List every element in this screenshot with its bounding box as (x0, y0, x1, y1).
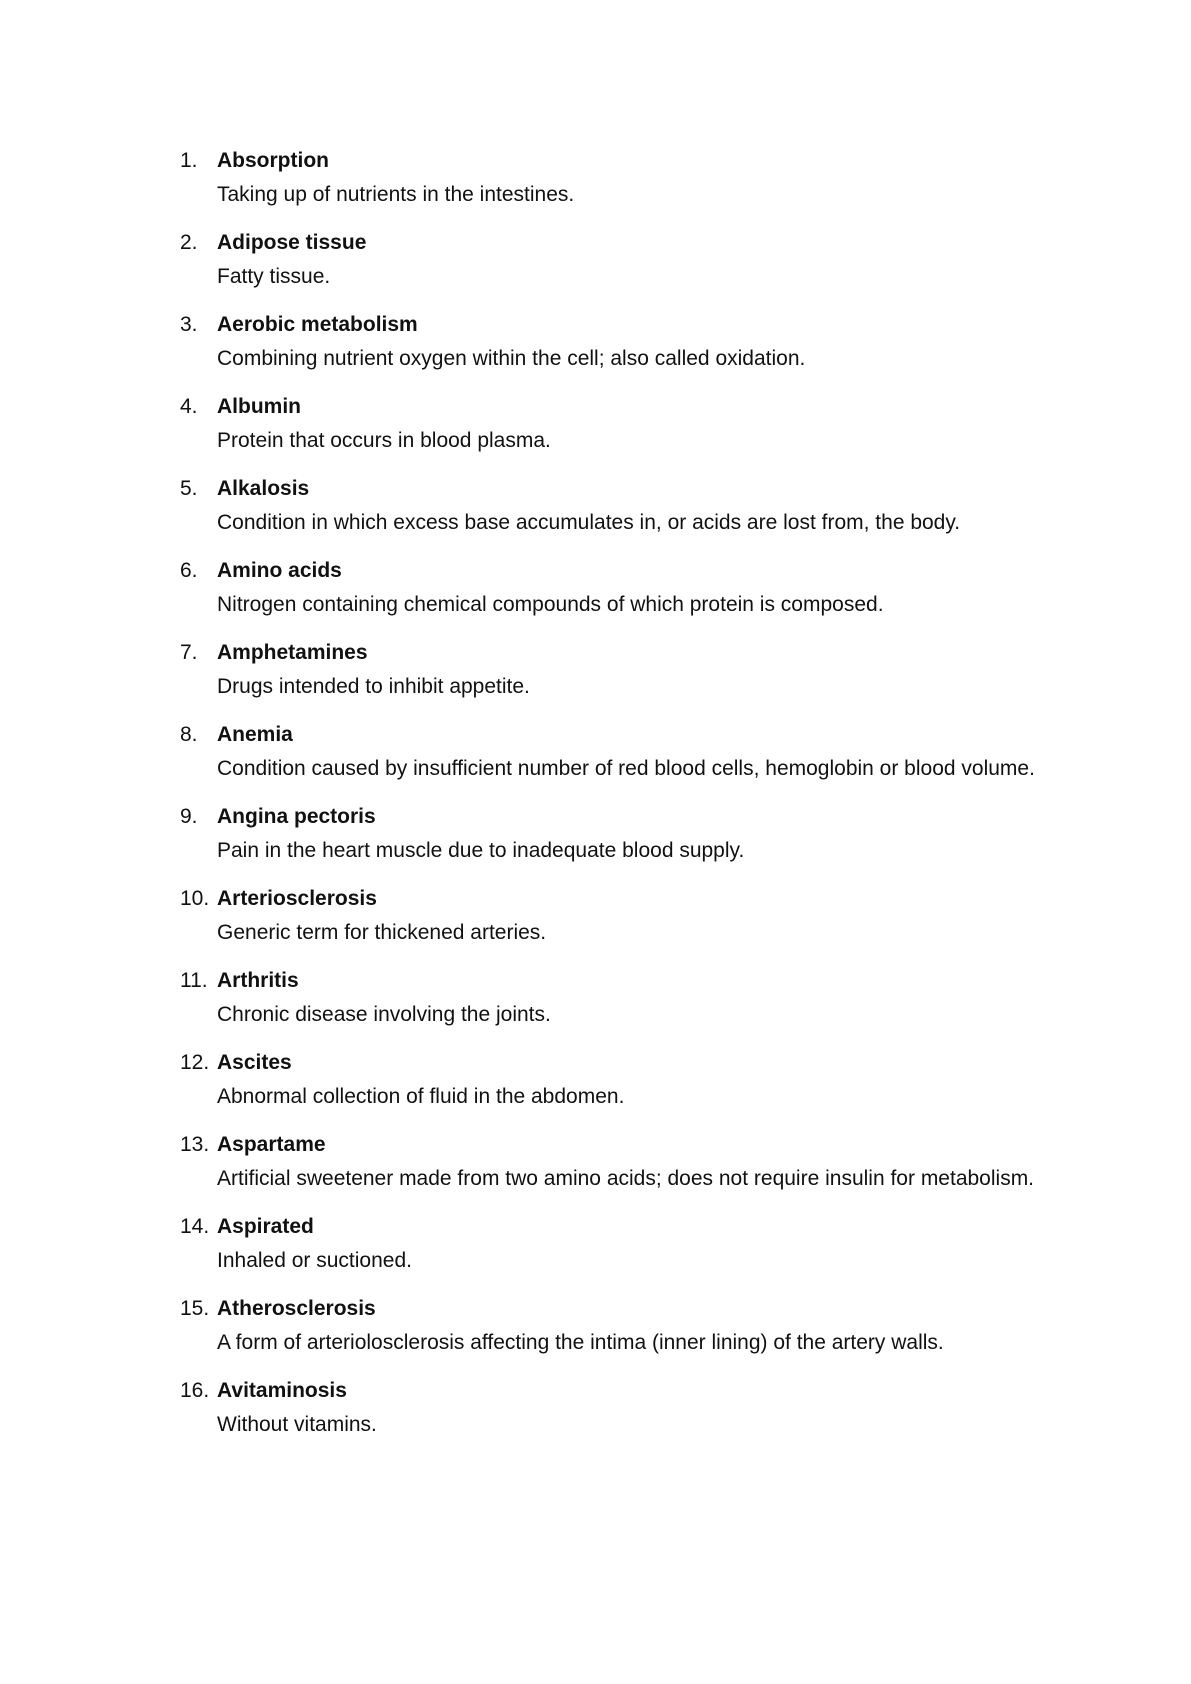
entry-definition: Drugs intended to inhibit appetite. (217, 675, 530, 698)
entry-term: Arteriosclerosis (217, 887, 377, 910)
glossary-entry (180, 636, 1080, 704)
entry-term: Ascites (217, 1051, 292, 1074)
glossary-entry (180, 1046, 1080, 1114)
entry-definition: Taking up of nutrients in the intestines. (217, 183, 575, 206)
entry-term: Anemia (217, 723, 293, 746)
entry-definition: Inhaled or suctioned. (217, 1249, 412, 1272)
glossary-entry (180, 308, 1080, 376)
entry-number: 13. (180, 1133, 210, 1156)
entry-definition: Pain in the heart muscle due to inadequate blood supply. (217, 839, 745, 862)
entry-term: Albumin (217, 395, 301, 418)
entry-definition: Artificial sweetener made from two amino acids; does not require insulin for metabolism. (217, 1167, 1035, 1190)
entry-number: 14. (180, 1215, 210, 1238)
entry-term: Arthritis (217, 969, 299, 992)
entry-number: 8. (180, 723, 198, 746)
entry-number: 9. (180, 805, 198, 828)
entry-term: Angina pectoris (217, 805, 376, 828)
entry-number: 12. (180, 1051, 210, 1074)
entry-number: 2. (180, 231, 198, 254)
glossary-entry (180, 882, 1080, 950)
entry-term: Atherosclerosis (217, 1297, 376, 1320)
entry-number: 3. (180, 313, 198, 336)
entry-term: Adipose tissue (217, 231, 367, 254)
entry-definition: Protein that occurs in blood plasma. (217, 429, 551, 452)
glossary-entry (180, 1292, 1080, 1360)
entry-number: 1. (180, 149, 198, 172)
entry-definition: Condition in which excess base accumulates in, or acids are lost from, the body. (217, 511, 961, 534)
entry-number: 6. (180, 559, 198, 582)
entry-definition: Abnormal collection of fluid in the abdomen. (217, 1085, 625, 1108)
glossary-entry (180, 1128, 1080, 1196)
glossary-entry (180, 1374, 1080, 1442)
glossary-entry (180, 472, 1080, 540)
entry-number: 5. (180, 477, 198, 500)
entry-definition: Generic term for thickened arteries. (217, 921, 547, 944)
entry-term: Aspartame (217, 1133, 326, 1156)
glossary-entry (180, 144, 1080, 212)
glossary-entry (180, 226, 1080, 294)
glossary-entry (180, 390, 1080, 458)
glossary-entry (180, 800, 1080, 868)
entry-number: 4. (180, 395, 198, 418)
glossary-entry (180, 554, 1080, 622)
entry-number: 16. (180, 1379, 210, 1402)
entry-term: Absorption (217, 149, 329, 172)
glossary-entry (180, 718, 1080, 786)
entry-definition: A form of arteriolosclerosis affecting the intima (inner lining) of the artery walls. (217, 1331, 944, 1354)
entry-definition: Condition caused by insufficient number of red blood cells, hemoglobin or blood volume. (217, 757, 1035, 780)
entry-term: Avitaminosis (217, 1379, 347, 1402)
entry-term: Aerobic metabolism (217, 313, 418, 336)
entry-number: 7. (180, 641, 198, 664)
entry-definition: Chronic disease involving the joints. (217, 1003, 551, 1026)
entry-definition: Nitrogen containing chemical compounds of which protein is composed. (217, 593, 884, 616)
entry-definition: Without vitamins. (217, 1413, 377, 1436)
glossary-entry (180, 1210, 1080, 1278)
glossary-entry (180, 964, 1080, 1032)
entry-term: Amphetamines (217, 641, 368, 664)
entry-number: 10. (180, 887, 210, 910)
entry-term: Aspirated (217, 1215, 314, 1238)
entry-number: 15. (180, 1297, 210, 1320)
entry-term: Alkalosis (217, 477, 310, 500)
entry-term: Amino acids (217, 559, 342, 582)
entry-definition: Combining nutrient oxygen within the cell; also called oxidation. (217, 347, 806, 370)
entry-number: 11. (180, 969, 208, 992)
entry-definition: Fatty tissue. (217, 265, 331, 288)
glossary-list (180, 144, 1080, 1456)
